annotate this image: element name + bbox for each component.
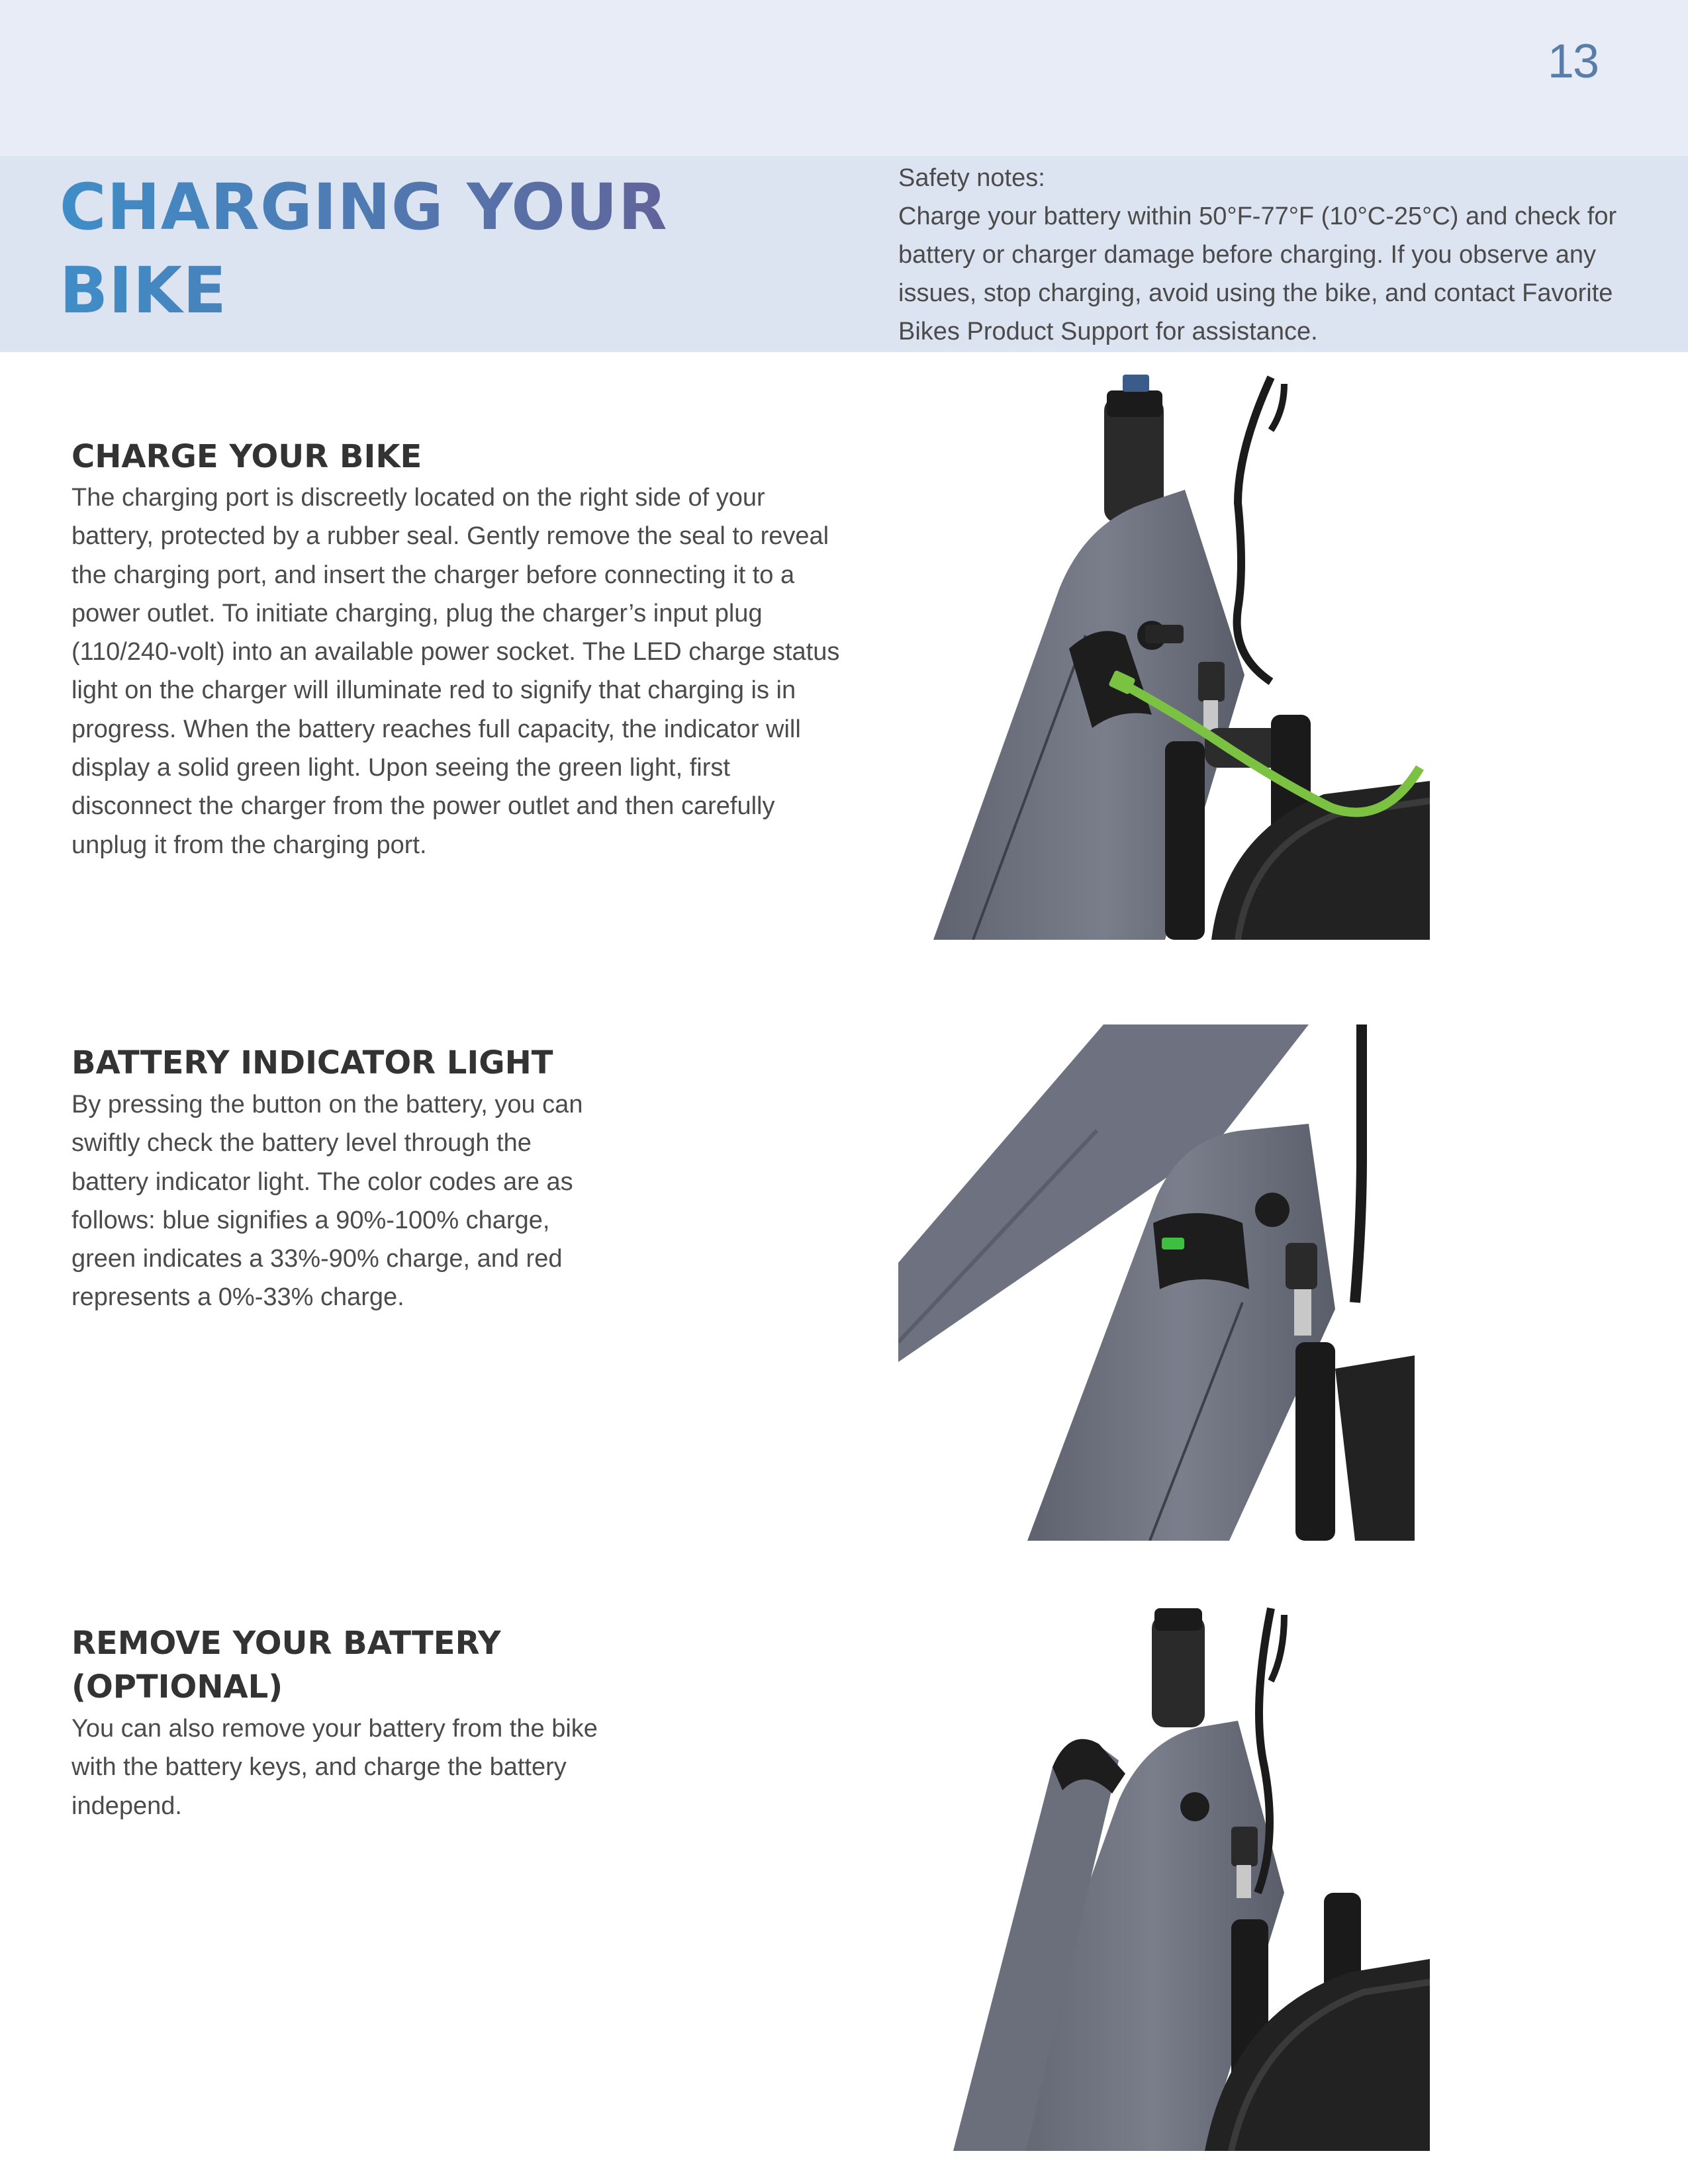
section-body-battery-indicator: By pressing the button on the battery, you can swiftly check the battery level through the battery indicator light. The color codes are as follows: blue signifies a 90%-100% charge, green indicates a 33%-90% charge, and red represents a 0%-33% charge. [71, 1091, 583, 1312]
header-band [0, 0, 1688, 156]
safety-notes-text: Charge your battery within 50°F-77°F (10°C-25°C) and check for battery or charger damage before charging. If you observe any issues, stop charging, avoid using the bike, and contact Favorite Bikes Product Support for assistance. [898, 203, 1617, 345]
page-number: 13 [1547, 35, 1598, 88]
section-body-charge-your-bike: The charging port is discreetly located on the right side of your battery, protected by a rubber seal. Gently remove the seal to reveal the charging port, and insert the charger before connecting it to a power outlet. To initiate charging, plug the charger’s input plug (110/240-volt) into an available power socket. The LED charge status light on the charger will illuminate red to signify that charging is in progress. When the battery reaches full capacity, the indicator will display a solid green light. Upon seeing the green light, first disconnect the charger from the power outlet and then carefully unplug it from the charging port. [71, 484, 840, 859]
page-title: CHARGING YOUR BIKE [60, 165, 841, 332]
safety-notes [898, 159, 1660, 351]
safety-notes-label: Safety notes: [898, 164, 1045, 192]
figure-charging-bike [927, 371, 1430, 940]
figure-remove-battery [953, 1602, 1430, 2151]
section-heading-charge-your-bike: CHARGE YOUR BIKE [71, 438, 422, 475]
section-heading-remove-battery: REMOVE YOUR BATTERY (OPTIONAL) [71, 1625, 501, 1706]
section-heading-battery-indicator: BATTERY INDICATOR LIGHT [71, 1044, 553, 1081]
figure-battery-indicator [898, 1024, 1415, 1541]
section-body-remove-battery: You can also remove your battery from the bike with the battery keys, and charge the battery independ. [71, 1715, 598, 1820]
